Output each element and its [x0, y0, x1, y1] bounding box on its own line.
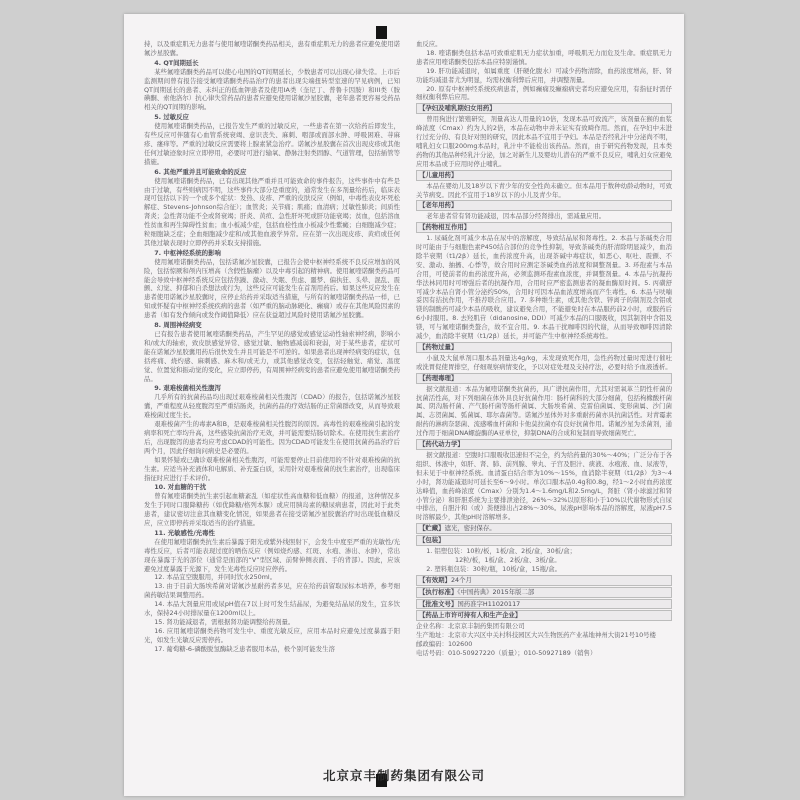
company-name-value: 北京京丰制药集团有限公司 [447, 622, 525, 631]
section-heading-elderly: 【老年用药】 [416, 200, 672, 211]
postcode-line [416, 640, 672, 649]
intro-paragraph: 持，以及重症肌无力患者与使用氟喹诺酮类药品相关，患有重症肌无力的患者应避免使用诺氟沙星胶囊。 [144, 40, 400, 57]
paragraph: 血反应。 [416, 40, 442, 48]
package-insert-sheet [124, 14, 684, 796]
phone-line [416, 649, 672, 658]
left-column [144, 40, 400, 654]
section-text: 本品在婴幼儿及18岁以下青少年的安全性尚未确立。但本品用于数种幼龄动物时，可致关节病变。因此不宜用于18岁以下的小儿及青少年。 [416, 181, 672, 199]
company-footer: 北京京丰制药集团有限公司 [322, 768, 485, 783]
standard-heading: 【执行标准】 [419, 587, 458, 596]
company-name-line [416, 622, 672, 631]
numbered-item: 15. 肾功能减退者，需根据肾功能调整给药剂量。 [154, 618, 295, 626]
section-heading-interactions: 【药物相互作用】 [416, 222, 672, 233]
registration-mark-top [376, 26, 387, 39]
section-text: 已有报告患者使用氟喹诺酮类药品，产生罕见的感觉或感觉运动性轴索神经病，影响小和/或大的轴索，致皮肤感觉异常、感觉过敏、触物感减弱和衰弱，对于某些患者，症状可能在诺氟沙星胶囊用药后很快发生并且可能是不可逆的。如果患者出现神经病变的症状，包括疼痛、烧灼感、麻刺感、麻木和/或无力，或其他感觉改变，包括轻触觉、痛觉、温度觉、位置觉和振动觉的变化，应立即停药，有周围神经病变的患者应避免使用氟喹诺酮类药品。 [144, 330, 400, 383]
section-text: 曾有氟喹诺酮类抗生素引起血糖紊乱（如症状性高血糖和低血糖）的报道，这种情况多发生于同时口服降糖药（如优降糖/格列本脲）或应用胰岛素的糖尿病患者，因此对于此类患者，建议密切注意其血糖变化情况，如果患者在接受诺氟沙星胶囊治疗时出现低血糖反应，应立即停药并采取适当的治疗措施。 [144, 492, 400, 528]
section-storage [416, 523, 672, 534]
section-text: 小鼠及大鼠单剂口服本品剂量达4g/kg，未发现致死作用，急性药物过量时需进行催吐或洗胃促使胃排空，仔细观察病情变化，予以对症处理及支持疗法，必要时给予血液透析。 [416, 353, 672, 371]
section-heading-pharmtox: 【药理毒理】 [416, 373, 672, 384]
address-line [416, 631, 672, 640]
section-text: 老年患者常有肾功能减退，因本品部分经肾排出，需减量应用。 [426, 212, 606, 221]
section-approval [416, 599, 672, 610]
section-heading: 7. 中枢神经系统的影响 [154, 248, 221, 257]
approval-heading: 【批准文号】 [419, 599, 458, 608]
validity-text: 24个月 [450, 575, 472, 584]
section-text: 据文献报道：本品为氟喹诺酮类抗菌药，具广谱抗菌作用，尤其对需氧革兰阴性杆菌的抗菌活性高，对下列细菌在体外具良好抗菌作用：肠杆菌科的大部分细菌，包括枸橼酸杆菌属、阴沟肠杆菌、产气肠杆菌等肠杆菌属、大肠埃希菌、克雷伯菌属、变形菌属、沙门菌属、志贺菌属、弧菌属、耶尔森菌等。诺氟沙星体外对多重耐药菌亦具抗菌活性。对青霉素耐药的淋病奈瑟菌、流感嗜血杆菌和卡他莫拉菌亦有良好抗菌作用。诺氟沙星为杀菌剂，通过作用于细菌DNA螺旋酶的A亚单位，抑制DNA的合成和复制而导致细菌死亡。 [416, 384, 672, 438]
section-heading: 9. 艰难梭菌相关性腹泻 [154, 384, 221, 393]
postcode-value: 102600 [447, 640, 473, 649]
package-line: 2. 塑料瓶包装：30粒/瓶，10板/盒，15瓶/盒。 [426, 564, 562, 573]
section-text: 几乎所有的抗菌药品均出现过艰难梭菌相关性腹泻（CDAD）的报告，包括诺氟沙星胶囊，严重程度从轻度腹泻至严重结肠炎，抗菌药品的疗效结肠的正常菌群改变，从而导致艰难梭菌过度生长。 [144, 393, 400, 420]
section-heading-package: 【包装】 [416, 535, 672, 546]
company-name-label: 企业名称： [416, 622, 448, 631]
section-heading-pregnancy: 【孕妇及哺乳期妇女用药】 [416, 103, 672, 114]
section-text: 某些氟喹诺酮类药品可以使心电图的QT间期延长，少数患者可以出现心律失常。上市后监测期间曾有报告接受氟喹诺酮类药品治疗的患者出现尖端扭转型室速的罕见病例，已知QT间期延长的患者、未纠正的低血钾患者及使用IA类（奎尼丁、普鲁卡因胺）和III类（胺碘酮、索他洛尔）抗心律失常药品的患者应避免使用诺氟沙星胶囊，老年患者更容易受药品相关的QT间期的影响。 [144, 67, 400, 112]
approval-text: 国药准字H11020117 [457, 599, 521, 608]
section-heading: 8. 周围神经病变 [154, 321, 202, 330]
section-heading-holder: 【药品上市许可持有人和生产企业】 [416, 610, 672, 621]
postcode-label: 邮政编码： [416, 640, 448, 649]
numbered-item: 14. 本品大剂量应用或尿pH值在7以上时可发生结晶尿，为避免结晶尿的发生，宜多饮水，保持24小时排尿量在1200ml以上。 [144, 600, 400, 618]
section-text: 如果怀疑或已确诊艰难梭菌相关性腹泻，可能需要停止目前使用的不针对艰难梭菌的抗生素。应适当补充液体和电解质、补充蛋白质，采用针对艰难梭菌的抗生素治疗，出现临床指征时应进行手术评价。 [144, 455, 400, 482]
address-value: 北京市大兴区中关村科技园区大兴生物医药产业基地神州大街21号10号楼 [447, 631, 656, 640]
package-line: 12粒/板，1板/盒、2板/盒、3板/盒。 [455, 555, 561, 564]
package-line: 1. 铝塑包装：10粒/板，1板/盒、2板/盒，30板/盒； [426, 547, 577, 556]
section-text: 使用氟喹诺酮类药品，已有出现其他严重并且可能致命的事件报告，这些事件中有些是由于过敏，有些则病因不明，这些事件大部分是重度的，通常发生在多剂量给药后，临床表现可包括以下的一个或多个症状：发热、皮疹、严重的皮肤反应（例如，中毒性表皮坏死松解症、Stevens-Johnson综合征）；血管炎；关节痛；肌痛；血清病；过敏性肺炎；间质性肾炎；急性肾功能不全或肾衰竭；肝炎、黄疸、急性肝坏死或肝功能衰竭；贫血，包括溶血性贫血和再生障碍性贫血；血小板减少症，包括血栓性血小板减少性紫癜；白细胞减少症；粒细胞缺乏症；全血细胞减少症和/或其他血液学异常。应在第一次出现皮疹、黄疸或任何其他过敏表现时立即停药并采取支持措施。 [144, 176, 400, 247]
section-text: 使用氟喹诺酮类药品，已报告发生严重的过敏反应，一些患者在第一次给药后即发生，有些反应可伴随有心血管系统衰竭、意识丧失、麻刺、咽部或面部水肿、呼吸困难、荨麻疹、瘙痒等。严重的过敏反应需要将上腺素紧急治疗。诺氟沙星胶囊在首次出现皮疹或其他任何过敏迹象时应立即停用，必要时可进行输氧、静脉注射类固醇、气道管理，包括插管等措施。 [144, 122, 400, 166]
numbered-item: 18. 喹诺酮类包括本品可致重症肌无力症状加重，呼吸肌无力而危及生命。重症肌无力患者应用喹诺酮类包括本品应特别谨慎。 [416, 48, 672, 66]
right-column [416, 40, 672, 658]
numbered-item: 20. 原有中枢神经系统疾病患者，例如癫痫及癫痫病史者均应避免应用，有指征时需仔细权衡利弊后应用。 [416, 84, 672, 102]
section-validity [416, 575, 672, 586]
numbered-item: 17. 葡萄糖-6-磷酸脱氢酶缺乏患者服用本品，极个别可能发生溶 [154, 644, 335, 653]
numbered-item: 12. 本品宜空腹服用，并同时饮水250ml。 [154, 573, 277, 582]
address-label: 生产地址： [416, 631, 448, 640]
storage-text: 遮光，密封保存。 [444, 524, 496, 533]
phone-label: 电话号码： [416, 649, 448, 658]
section-heading: 10. 对血糖的干扰 [154, 483, 207, 492]
standard-text: 《中国药典》2015年版二部 [457, 587, 535, 596]
section-text: 曾用狗进行繁殖研究，剂量高达人用量的10倍，发现本品可致流产，该剂量在猴的血浆峰浓度（Cmax）约为人的2倍，本品在动物中并未证实有致畸作用。然而，在孕妇中未进行过充分的、有良好对照的研究，因此本品不宜用于孕妇。本品是否经乳汁中分泌尚不明，哺乳妇女口服200mg本品时，乳汁中不能检出该药品。然而，由于研究药物发现，且本类药物的其他品种经乳汁分泌，加之对新生儿及婴幼儿潜在的严重不良反应，哺乳妇女应避免应用本品或于应用时停止哺乳。 [416, 115, 672, 168]
section-text: 1. 尿碱化剂可减少本品在尿中的溶解度，导致结晶尿和肾毒性。2. 本品与茶碱类合用时可能由于与细胞色素P450结合部位的竞争性抑制，导致茶碱类的肝清除明显减少，血消除半衰期（t1/2β）延长，血药浓度升高，出现茶碱中毒症状，如恶心、呕吐、震颤、不安、激动、抽搐、心悸等，故合用时应测定茶碱类血药浓度和调整剂量。3. 环孢素与本品合用，可使前者的血药浓度升高，必须监测环孢素血浓度，并调整剂量。4. 本品与抗凝药华法林同用时可增强后者的抗凝作用，合用时应严密监测患者的凝血酶原时间。5. 丙磺舒可减少本品自肾小管分泌约50%，合用时可因本品血浓度增高而产生毒性。6. 本品与呋喃妥因有拮抗作用，不推荐联合应用。7. 多种维生素，或其他含铁、锌离子的制剂及含铝或镁的制酸药可减少本品的吸收，建议避免合用，不能避免时在本品服药前2小时，或服药后6小时服用。8. 去羟肌苷（didanosine, DDI）可减少本品的口服吸收，因其制剂中含铝及镁，可与氟喹诺酮类螯合，故不宜合用。9. 本品干扰咖啡因的代谢，从而导致咖啡因清除减少，血消除半衰期（t1/2β）延长，并可能产生中枢神经系统毒性。 [416, 234, 672, 341]
section-standard [416, 587, 672, 598]
numbered-item: 19. 肝功能减退时，如属重度（肝硬化腹水）可减少药物清除，血药浓度增高，肝、肾功能均减退者尤为明显，均需权衡利弊后应用，并调整剂量。 [416, 66, 672, 84]
section-text: 据文献报道：空腹时口服吸收迅速但不完全，约为给药量的30%～40%；广泛分布于各组织、体液中，如肝、肾、肺、前列腺、睾丸、子宫及胆汁、痰液、水疱液、血、尿液等，但未见于中枢神经系统。血清蛋白结合率为10%～15%，血消除半衰期（t1/2β）为3～4小时，肾功能减退时可延长至6～9小时。单次口服本品0.4g和0.8g，经1～2小时血药浓度达峰值，血药峰浓度（Cmax）分别为1.4～1.6mg/L和2.5mg/L，肾脏（肾小球滤过和肾小管分泌）和肝胆系统为主要排泄途径，26%～32%以原形和小于10%以代谢物形式自尿中排出，自胆汁和（或）粪便排出占28%～30%。尿液pH影响本品的溶解度，尿液pH7.5时溶解最少，其他pH时溶解增多。 [416, 450, 672, 522]
section-heading: 6. 其他严重并且可能致命的反应 [154, 167, 247, 176]
section-heading-children: 【儿童用药】 [416, 170, 672, 181]
storage-heading: 【贮藏】 [419, 524, 445, 533]
numbered-item: 13. 由于目前大肠埃希菌对诺氟沙星耐药者多见，应在给药前留取尿标本培养，参考细菌药敏结果调整用药。 [144, 582, 400, 600]
phone-value: 010-50927220（质量）；010-50927189（销售） [447, 649, 597, 658]
section-heading: 11. 光敏感性/光毒性 [154, 528, 215, 537]
section-heading: 4. QT间期延长 [154, 58, 199, 67]
numbered-item: 16. 应用氟喹诺酮类药物可发生中、重度光敏反应，应用本品时应避免过度暴露于阳光，如发生光敏反应需停药。 [144, 626, 400, 644]
section-text: 在使用氟喹诺酮类抗生素后暴露于阳光或紫外线照射下，会发生中度至严重的光敏性/光毒性反应，后者可能表现过度的晒伤反应（例如烧灼感、红斑、水疱、渗出、水肿），常出现在暴露于光的部位（通常是面部的“V”型区域、前臂伸侧表面、手的背部）。因此，应该避免过度暴露于光源下，发生光毒性反应时应停药。 [144, 537, 400, 573]
validity-heading: 【有效期】 [419, 575, 451, 584]
section-text: 艰难梭菌产生的毒素A和B，是艰难梭菌相关性腹泻的原因。高毒性的艰难梭菌引起的发病率和死亡率均升高，这些感染抗菌治疗无效，并可能需要结肠切除术。在使用抗生素治疗后，出现腹泻的患者均应考虑CDAD的可能性。因为CDAD可能发生在使用抗菌药品治疗后两个月，因此仔细询问病史是必要的。 [144, 420, 400, 455]
section-heading-overdose: 【药物过量】 [416, 342, 672, 353]
section-heading-pk: 【药代动力学】 [416, 439, 672, 450]
section-text: 使用氟喹诺酮类药品，包括诺氟沙星胶囊，已报告会使中枢神经系统不良反应增加的风险，包括惊厥和颅内压增高（含假性脑瘤）以及中毒引起的精神病。使用氟喹诺酮类药品可能会导致中枢神经系统反应包括焦躁、激动、失眠、焦虑、噩梦、偏执狂、头晕、混乱、震颤、幻觉、抑郁和自杀想法或行为，这些反应可能发生在首剂用药后。如果这些反应发生在患者使用诺氟沙星胶囊时，应停止给药并采取适当措施，与所有的氟喹诺酮类药品一样，已知或怀疑有中枢神经系统疾病的患者（如严重的脑动脉硬化、癫痫）或存在其他风险因素的患者（如有发作倾向或发作阈值降低）应在获益超过风险时使用诺氟沙星胶囊。 [144, 257, 400, 320]
section-heading: 5. 过敏反应 [154, 113, 189, 122]
